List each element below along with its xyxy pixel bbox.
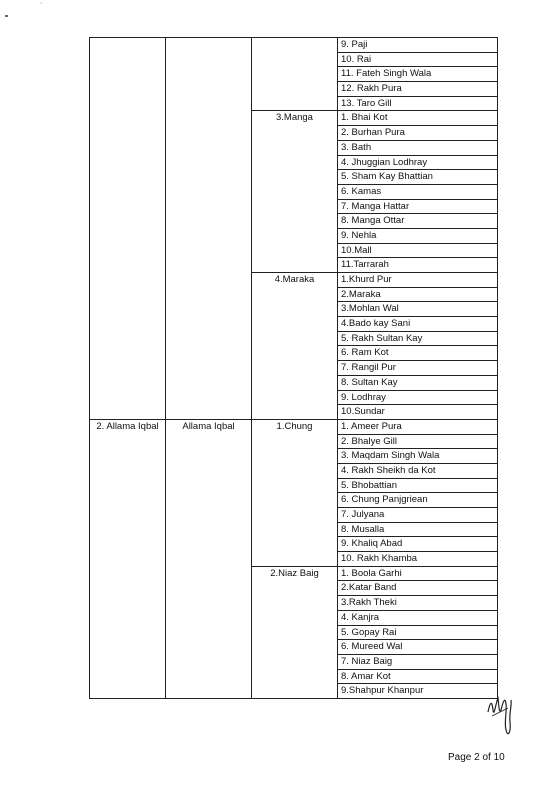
village-cell: 8. Manga Ottar <box>338 214 498 229</box>
union-council-cell: 3.Manga <box>252 111 338 273</box>
village-cell: 3.Mohlan Wal <box>338 302 498 317</box>
village-cell: 6. Kamas <box>338 184 498 199</box>
village-cell: 5. Rakh Sultan Kay <box>338 331 498 346</box>
village-cell: 2. Bhalye Gill <box>338 434 498 449</box>
village-cell: 9. Khaliq Abad <box>338 537 498 552</box>
village-cell: 8. Amar Kot <box>338 669 498 684</box>
page-number: Page 2 of 10 <box>448 752 505 763</box>
village-cell: 4.Bado kay Sani <box>338 317 498 332</box>
tehsil-cell <box>166 38 252 420</box>
village-cell: 10.Mall <box>338 243 498 258</box>
village-cell: 2.Maraka <box>338 287 498 302</box>
village-cell: 10.Sundar <box>338 405 498 420</box>
village-cell: 13. Taro Gill <box>338 96 498 111</box>
village-cell: 1. Bhai Kot <box>338 111 498 126</box>
table-row <box>90 419 498 434</box>
union-council-cell: 2.Niaz Baig <box>252 566 338 698</box>
village-cell: 6. Chung Panjgriean <box>338 493 498 508</box>
village-cell: 7. Niaz Baig <box>338 654 498 669</box>
village-cell: 3. Bath <box>338 140 498 155</box>
village-cell: 9. Paji <box>338 38 498 53</box>
village-cell: 3. Maqdam Singh Wala <box>338 449 498 464</box>
signature-mark <box>484 692 514 744</box>
scan-smudge: ° <box>40 2 43 9</box>
village-cell: 10. Rai <box>338 52 498 67</box>
village-cell: 9. Nehla <box>338 228 498 243</box>
village-cell: 2. Burhan Pura <box>338 126 498 141</box>
village-cell: 4. Jhuggian Lodhray <box>338 155 498 170</box>
village-cell: 8. Sultan Kay <box>338 375 498 390</box>
scan-mark <box>5 15 8 17</box>
village-cell: 12. Rakh Pura <box>338 82 498 97</box>
village-cell: 9.Shahpur Khanpur <box>338 684 498 699</box>
village-cell: 8. Musalla <box>338 522 498 537</box>
village-cell: 1. Boola Garhi <box>338 566 498 581</box>
village-cell: 7. Rangil Pur <box>338 361 498 376</box>
union-council-cell <box>252 38 338 111</box>
village-cell: 6. Ram Kot <box>338 346 498 361</box>
village-cell: 5. Bhobattian <box>338 478 498 493</box>
table-body <box>90 38 498 699</box>
village-cell: 3.Rakh Theki <box>338 596 498 611</box>
village-cell: 7. Manga Hattar <box>338 199 498 214</box>
village-cell: 4. Kanjra <box>338 610 498 625</box>
village-cell: 6. Mureed Wal <box>338 640 498 655</box>
district-cell: 2. Allama Iqbal <box>90 419 166 698</box>
village-cell: 5. Gopay Rai <box>338 625 498 640</box>
tehsil-cell: Allama Iqbal <box>166 419 252 698</box>
village-cell: 10. Rakh Khamba <box>338 552 498 567</box>
village-cell: 5. Sham Kay Bhattian <box>338 170 498 185</box>
villages-table <box>89 37 498 699</box>
village-cell: 9. Lodhray <box>338 390 498 405</box>
village-cell: 11.Tarrarah <box>338 258 498 273</box>
village-cell: 7. Julyana <box>338 508 498 523</box>
union-council-cell: 1.Chung <box>252 419 338 566</box>
district-cell <box>90 38 166 420</box>
village-cell: 11. Fateh Singh Wala <box>338 67 498 82</box>
village-cell: 1. Ameer Pura <box>338 419 498 434</box>
village-cell: 2.Katar Band <box>338 581 498 596</box>
village-cell: 1.Khurd Pur <box>338 273 498 288</box>
table-row <box>90 38 498 53</box>
village-cell: 4. Rakh Sheikh da Kot <box>338 463 498 478</box>
union-council-cell: 4.Maraka <box>252 273 338 420</box>
